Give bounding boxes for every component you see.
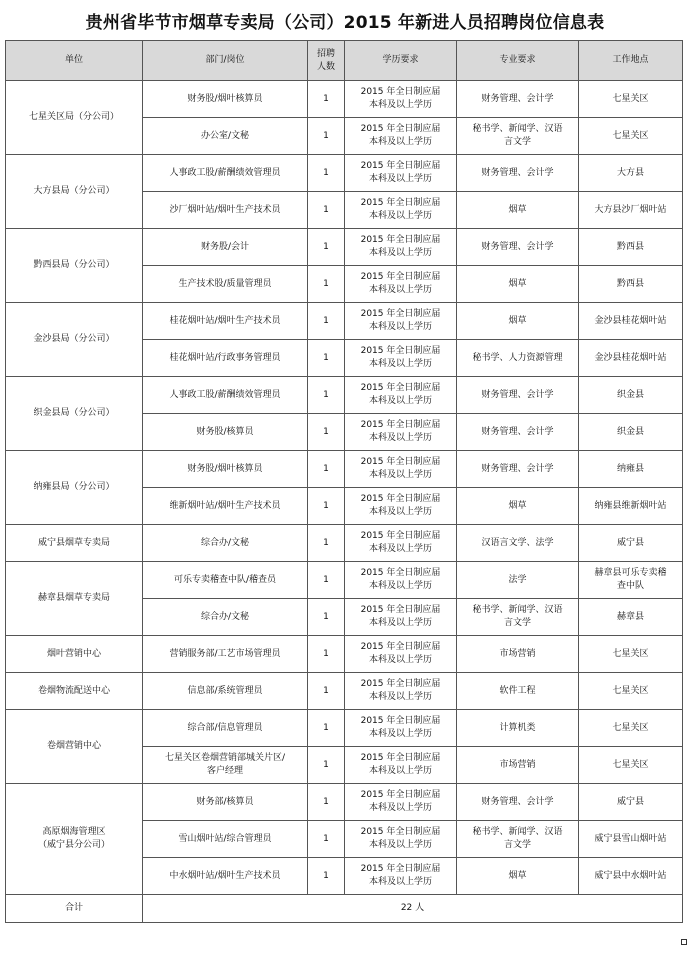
unit-cell: 金沙县局（分公司）	[6, 303, 143, 377]
education-line: 2015 年全日制应届	[360, 383, 441, 393]
location-cell: 威宁县雪山烟叶站	[579, 821, 683, 858]
position-cell: 桂花烟叶站/烟叶生产技术员	[143, 303, 308, 340]
location-cell: 赫章县	[579, 599, 683, 636]
headcount-cell: 1	[308, 858, 345, 895]
education-line: 本科及以上学历	[368, 433, 432, 443]
education-cell	[345, 192, 457, 229]
location-cell: 七星关区	[579, 747, 683, 784]
education-cell	[345, 488, 457, 525]
location-cell: 纳雍县维新烟叶站	[579, 488, 683, 525]
unit-cell: 织金县局（分公司）	[6, 377, 143, 451]
position-cell: 人事政工股/薪酬绩效管理员	[143, 155, 308, 192]
education-line: 2015 年全日制应届	[360, 124, 441, 134]
education-line: 2015 年全日制应届	[360, 605, 441, 615]
education-line: 本科及以上学历	[368, 877, 432, 887]
header-major: 专业要求	[457, 41, 579, 81]
education-cell	[345, 636, 457, 673]
unit-cell: 威宁县烟草专卖局	[6, 525, 143, 562]
education-line: 本科及以上学历	[368, 248, 432, 258]
corner-mark	[681, 939, 687, 945]
major-cell: 软件工程	[457, 673, 579, 710]
position-cell: 沙厂烟叶站/烟叶生产技术员	[143, 192, 308, 229]
table-row	[6, 377, 683, 414]
location-cell: 金沙县桂花烟叶站	[579, 340, 683, 377]
unit-cell: 烟叶营销中心	[6, 636, 143, 673]
education-line: 本科及以上学历	[368, 359, 432, 369]
education-line: 本科及以上学历	[368, 396, 432, 406]
education-cell	[345, 784, 457, 821]
education-line: 2015 年全日制应届	[360, 790, 441, 800]
location-cell: 黔西县	[579, 229, 683, 266]
headcount-cell: 1	[308, 118, 345, 155]
headcount-cell: 1	[308, 451, 345, 488]
education-cell	[345, 340, 457, 377]
location-cell: 织金县	[579, 414, 683, 451]
education-line: 2015 年全日制应届	[360, 309, 441, 319]
education-cell	[345, 303, 457, 340]
education-cell	[345, 414, 457, 451]
position-cell: 财务股/核算员	[143, 414, 308, 451]
education-line: 本科及以上学历	[368, 729, 432, 739]
headcount-cell: 1	[308, 303, 345, 340]
education-cell	[345, 710, 457, 747]
location-cell: 大方县沙厂烟叶站	[579, 192, 683, 229]
education-line: 2015 年全日制应届	[360, 679, 441, 689]
total-row	[6, 895, 683, 923]
headcount-cell: 1	[308, 525, 345, 562]
education-line: 本科及以上学历	[368, 322, 432, 332]
table-row	[6, 451, 683, 488]
education-line: 2015 年全日制应届	[360, 457, 441, 467]
education-line: 本科及以上学历	[368, 544, 432, 554]
table-header-row	[6, 41, 683, 81]
location-cell: 七星关区	[579, 636, 683, 673]
table-row	[6, 155, 683, 192]
education-line: 本科及以上学历	[368, 137, 432, 147]
education-line: 2015 年全日制应届	[360, 642, 441, 652]
table-row	[6, 784, 683, 821]
education-line: 2015 年全日制应届	[360, 198, 441, 208]
header-location: 工作地点	[579, 41, 683, 81]
header-department-position: 部门/岗位	[143, 41, 308, 81]
headcount-cell: 1	[308, 673, 345, 710]
education-line: 本科及以上学历	[368, 507, 432, 517]
position-cell: 桂花烟叶站/行政事务管理员	[143, 340, 308, 377]
education-line: 本科及以上学历	[368, 692, 432, 702]
education-cell	[345, 673, 457, 710]
location-cell: 金沙县桂花烟叶站	[579, 303, 683, 340]
location-cell: 七星关区	[579, 710, 683, 747]
position-cell: 信息部/系统管理员	[143, 673, 308, 710]
position-cell: 综合办/文秘	[143, 525, 308, 562]
major-cell: 秘书学、人力资源管理	[457, 340, 579, 377]
location-cell: 黔西县	[579, 266, 683, 303]
unit-cell: 纳雍县局（分公司）	[6, 451, 143, 525]
education-line: 本科及以上学历	[368, 803, 432, 813]
major-cell: 烟草	[457, 266, 579, 303]
education-cell	[345, 155, 457, 192]
education-cell	[345, 377, 457, 414]
position-cell: 财务股/烟叶核算员	[143, 451, 308, 488]
education-line: 2015 年全日制应届	[360, 235, 441, 245]
major-cell: 财务管理、会计学	[457, 451, 579, 488]
headcount-cell: 1	[308, 747, 345, 784]
location-cell: 威宁县	[579, 784, 683, 821]
education-line: 本科及以上学历	[368, 211, 432, 221]
headcount-cell: 1	[308, 414, 345, 451]
major-cell: 烟草	[457, 858, 579, 895]
education-line: 2015 年全日制应届	[360, 420, 441, 430]
education-line: 本科及以上学历	[368, 470, 432, 480]
headcount-cell: 1	[308, 710, 345, 747]
education-line: 本科及以上学历	[368, 618, 432, 628]
position-cell: 综合办/文秘	[143, 599, 308, 636]
headcount-cell: 1	[308, 192, 345, 229]
header-education: 学历要求	[345, 41, 457, 81]
table-row	[6, 562, 683, 599]
education-cell	[345, 821, 457, 858]
unit-cell: 赫章县烟草专卖局	[6, 562, 143, 636]
header-unit: 单位	[6, 41, 143, 81]
headcount-cell: 1	[308, 266, 345, 303]
table-row	[6, 81, 683, 118]
education-line: 2015 年全日制应届	[360, 87, 441, 97]
location-cell: 威宁县	[579, 525, 683, 562]
major-cell: 财务管理、会计学	[457, 155, 579, 192]
table-row	[6, 525, 683, 562]
headcount-cell: 1	[308, 636, 345, 673]
table-row	[6, 636, 683, 673]
major-cell: 秘书学、新闻学、汉语 言文学	[457, 821, 579, 858]
headcount-cell: 1	[308, 81, 345, 118]
location-cell: 赫章县可乐专卖稽 查中队	[579, 562, 683, 599]
education-cell	[345, 599, 457, 636]
headcount-cell: 1	[308, 562, 345, 599]
location-cell: 大方县	[579, 155, 683, 192]
major-cell: 汉语言文学、法学	[457, 525, 579, 562]
major-cell: 财务管理、会计学	[457, 229, 579, 266]
position-cell: 综合部/信息管理员	[143, 710, 308, 747]
position-cell: 可乐专卖稽查中队/稽查员	[143, 562, 308, 599]
education-line: 2015 年全日制应届	[360, 716, 441, 726]
unit-cell: 卷烟营销中心	[6, 710, 143, 784]
education-line: 本科及以上学历	[368, 655, 432, 665]
position-cell: 财务部/核算员	[143, 784, 308, 821]
education-line: 本科及以上学历	[368, 581, 432, 591]
headcount-cell: 1	[308, 821, 345, 858]
headcount-cell: 1	[308, 377, 345, 414]
position-cell: 财务股/会计	[143, 229, 308, 266]
major-cell: 计算机类	[457, 710, 579, 747]
headcount-cell: 1	[308, 488, 345, 525]
major-cell: 法学	[457, 562, 579, 599]
education-line: 本科及以上学历	[368, 174, 432, 184]
page-title: 贵州省毕节市烟草专卖局（公司）2015 年新进人员招聘岗位信息表	[85, 13, 605, 33]
table-body	[6, 81, 683, 923]
position-cell: 财务股/烟叶核算员	[143, 81, 308, 118]
position-cell: 人事政工股/薪酬绩效管理员	[143, 377, 308, 414]
unit-cell: 高原烟海管理区 （威宁县分公司）	[6, 784, 143, 895]
education-cell	[345, 858, 457, 895]
table-row	[6, 229, 683, 266]
education-line: 2015 年全日制应届	[360, 272, 441, 282]
recruitment-table	[5, 40, 683, 923]
location-cell: 七星关区	[579, 81, 683, 118]
headcount-cell: 1	[308, 155, 345, 192]
education-cell	[345, 118, 457, 155]
table-row	[6, 710, 683, 747]
total-label: 合计	[6, 895, 143, 923]
education-line: 2015 年全日制应届	[360, 753, 441, 763]
unit-cell: 卷烟物流配送中心	[6, 673, 143, 710]
table-row	[6, 673, 683, 710]
major-cell: 市场营销	[457, 636, 579, 673]
position-cell: 营销服务部/工艺市场管理员	[143, 636, 308, 673]
major-cell: 烟草	[457, 303, 579, 340]
education-line: 2015 年全日制应届	[360, 568, 441, 578]
major-cell: 秘书学、新闻学、汉语 言文学	[457, 599, 579, 636]
major-cell: 财务管理、会计学	[457, 784, 579, 821]
headcount-cell: 1	[308, 340, 345, 377]
major-cell: 烟草	[457, 192, 579, 229]
position-cell: 办公室/文秘	[143, 118, 308, 155]
unit-cell: 七星关区局（分公司）	[6, 81, 143, 155]
major-cell: 财务管理、会计学	[457, 414, 579, 451]
location-cell: 七星关区	[579, 673, 683, 710]
major-cell: 市场营销	[457, 747, 579, 784]
education-cell	[345, 81, 457, 118]
education-line: 2015 年全日制应届	[360, 346, 441, 356]
unit-cell: 黔西县局（分公司）	[6, 229, 143, 303]
education-cell	[345, 451, 457, 488]
location-cell: 纳雍县	[579, 451, 683, 488]
position-cell: 七星关区卷烟营销部城关片区/ 客户经理	[143, 747, 308, 784]
major-cell: 秘书学、新闻学、汉语 言文学	[457, 118, 579, 155]
position-cell: 维新烟叶站/烟叶生产技术员	[143, 488, 308, 525]
education-line: 本科及以上学历	[368, 285, 432, 295]
headcount-cell: 1	[308, 784, 345, 821]
education-line: 2015 年全日制应届	[360, 494, 441, 504]
major-cell: 财务管理、会计学	[457, 377, 579, 414]
total-value: 22 人	[143, 895, 683, 923]
unit-cell: 大方县局（分公司）	[6, 155, 143, 229]
education-line: 2015 年全日制应届	[360, 161, 441, 171]
education-line: 2015 年全日制应届	[360, 827, 441, 837]
location-cell: 织金县	[579, 377, 683, 414]
position-cell: 中水烟叶站/烟叶生产技术员	[143, 858, 308, 895]
education-line: 本科及以上学历	[368, 766, 432, 776]
education-line: 本科及以上学历	[368, 100, 432, 110]
education-cell	[345, 229, 457, 266]
education-line: 2015 年全日制应届	[360, 531, 441, 541]
position-cell: 雪山烟叶站/综合管理员	[143, 821, 308, 858]
location-cell: 威宁县中水烟叶站	[579, 858, 683, 895]
major-cell: 财务管理、会计学	[457, 81, 579, 118]
education-cell	[345, 747, 457, 784]
education-cell	[345, 525, 457, 562]
education-cell	[345, 266, 457, 303]
table-row	[6, 303, 683, 340]
education-cell	[345, 562, 457, 599]
position-cell: 生产技术股/质量管理员	[143, 266, 308, 303]
education-line: 2015 年全日制应届	[360, 864, 441, 874]
headcount-cell: 1	[308, 229, 345, 266]
location-cell: 七星关区	[579, 118, 683, 155]
headcount-cell: 1	[308, 599, 345, 636]
education-line: 本科及以上学历	[368, 840, 432, 850]
major-cell: 烟草	[457, 488, 579, 525]
header-headcount: 招聘 人数	[308, 41, 345, 81]
